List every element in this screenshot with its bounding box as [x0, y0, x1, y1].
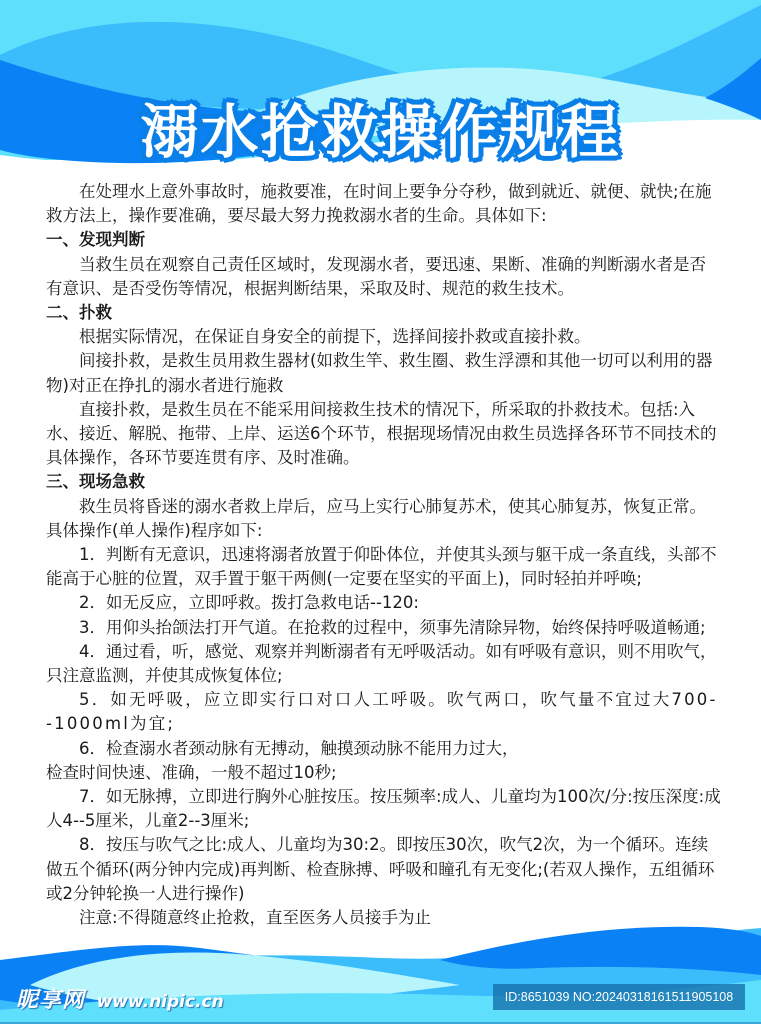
- note-paragraph: 注意:不得随意终止抢救，直至医务人员接手为止: [79, 908, 432, 928]
- step-item: 5．如无呼吸，应立即实行口对口人工呼吸。吹气两口，吹气量不宜过大700--1000ml为宜;: [46, 690, 718, 734]
- step-item: 3．用仰头抬颌法打开气道。在抢救的过程中，须事先清除异物，始终保持呼吸道畅通;: [79, 617, 706, 637]
- page-title: 溺水抢救操作规程: [140, 97, 621, 166]
- watermark-logo: [16, 983, 224, 1014]
- paragraph: 间接扑救，是救生员用救生器材(如救生竿、救生圈、救生浮漂和其他一切可以利用的器物)对正在挣扎的溺水者进行施救: [46, 351, 713, 395]
- step-item: 7．如无脉搏，立即进行胸外心脏按压。按压频率:成人、儿童均为100次/分:按压深度:成人4--5厘米，儿童2--3厘米;: [46, 787, 721, 831]
- step-item-continued: 检查时间快速、准确，一般不超过10秒;: [46, 762, 337, 782]
- paragraph: 救生员将昏迷的溺水者救上岸后，应马上实行心肺复苏术，使其心肺复苏，恢复正常。具体操作(单人操作)程序如下:: [46, 496, 706, 540]
- section-heading-first-aid: 三、现场急救: [46, 472, 145, 492]
- step-item: 8．按压与吹气之比:成人、儿童均为30:2。即按压30次，吹气2次，为一个循环。连续做五个循环(两分钟内完成)再判断、检查脉搏、呼吸和瞳孔有无变化;(若双人操作，五组循环或2分钟轮换一人进行操作): [46, 835, 715, 903]
- logo-url: www.nipic.cn: [96, 992, 224, 1012]
- step-item: 6．检查溺水者颈动脉有无搏动，触摸颈动脉不能用力过大，: [79, 738, 519, 758]
- image-id-badge: ID:8651039 NO:20240318161511905108: [493, 984, 745, 1010]
- section-heading-discovery: 一、发现判断: [46, 230, 145, 250]
- intro-paragraph: 在处理水上意外事故时，施救要准，在时间上要争分夺秒，做到就近、就便、就快;在施救方法上，操作要准确，要尽最大努力挽救溺水者的生命。具体如下:: [46, 182, 712, 226]
- step-item: 4．通过看，听，感觉、观察并判断溺者有无呼吸活动。如有呼吸有意识，则不用吹气，只注意监测，并使其成恢复体位;: [46, 641, 717, 686]
- paragraph: 根据实际情况，在保证自身安全的前提下，选择间接扑救或直接扑救。: [79, 327, 591, 347]
- step-item: 1．判断有无意识，迅速将溺者放置于仰卧体位，并使其头颈与躯干成一条直线，头部不能高于心脏的位置，双手置于躯干两侧(一定要在坚实的平面上)，同时轻拍并呼唤;: [46, 545, 717, 589]
- section-heading-rescue: 二、扑救: [46, 303, 112, 323]
- step-item: 2．如无反应，立即呼救。拨打急救电话--120:: [79, 593, 419, 613]
- paragraph: 当救生员在观察自己责任区域时，发现溺水者，要迅速、果断、准确的判断溺水者是否有意识、是否受伤等情况，根据判断结果，采取及时、规范的救生技术。: [46, 254, 706, 298]
- document-body: [46, 180, 722, 930]
- logo-text: 昵享网: [16, 988, 86, 1013]
- paragraph: 直接扑救，是救生员在不能采用间接救生技术的情况下，所采取的扑救技术。包括:入水、接近、解脱、拖带、上岸、运送6个环节，根据现场情况由救生员选择各环节不同技术的具体操作，各环节要连贯有序、及时准确。: [46, 399, 717, 468]
